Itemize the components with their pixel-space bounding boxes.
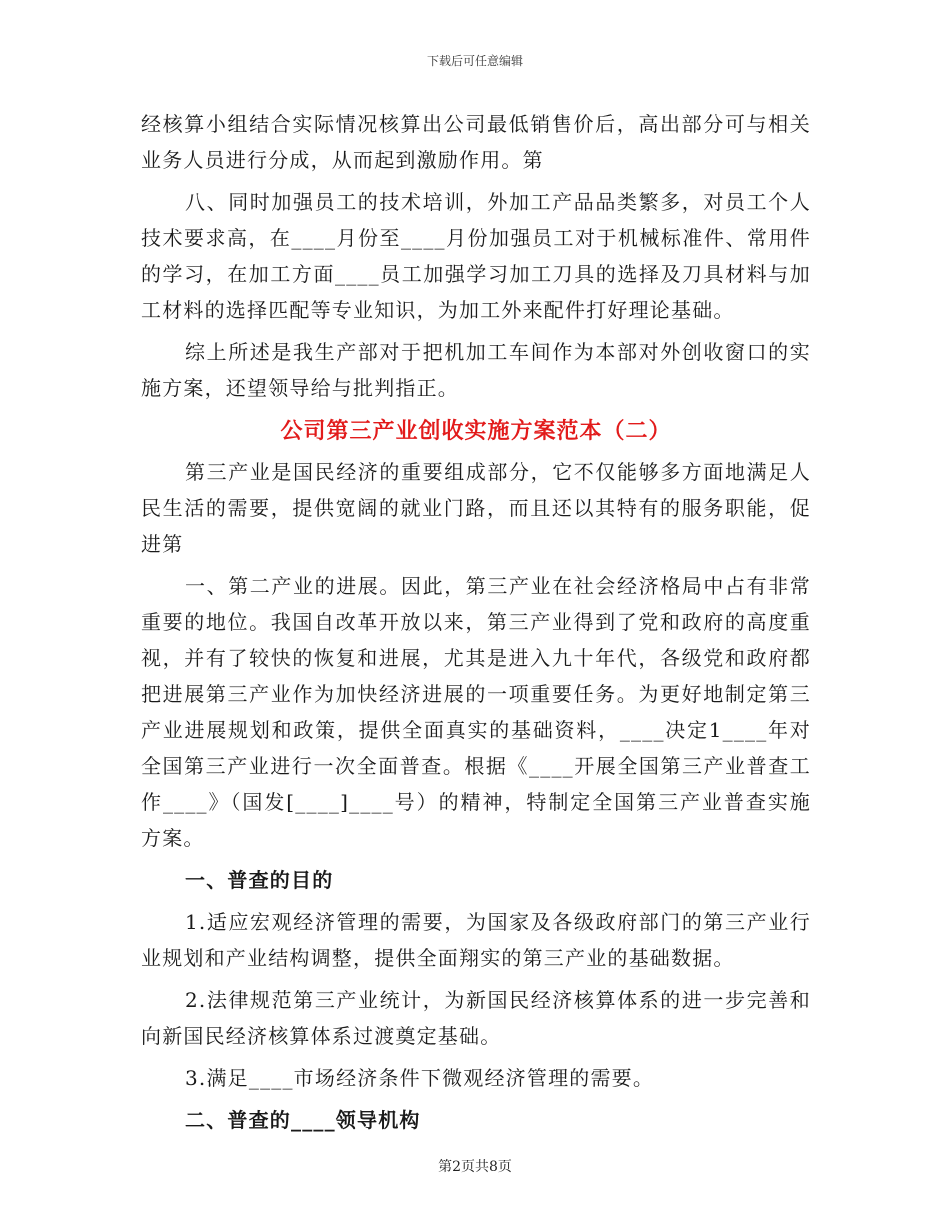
page-header: 下载后可任意编辑	[426, 54, 523, 68]
heading-purpose: 一、普查的目的	[185, 868, 334, 892]
list-item: 3.满足____市场经济条件下微观经济管理的需要。	[185, 1066, 655, 1090]
page-number: 第2页共8页	[438, 1159, 512, 1175]
paragraph: 第三产业是国民经济的重要组成部分，它不仅能够多方面地满足人民生活的需要，提供宽阔的就业门路，而且还以其特有的服务职能，促进第	[141, 460, 811, 556]
list-item: 1.适应宏观经济管理的需要，为国家及各级政府部门的第三产业行业规划和产业结构调整，提供全面翔实的第三产业的基础数据。	[141, 910, 811, 970]
paragraph: 一、第二产业的进展。因此，第三产业在社会经济格局中占有非常重要的地位。我国自改革开放以来，第三产业得到了党和政府的高度重视，并有了较快的恢复和进展，尤其是进入九十年代，各级党和政府都把进展第三产业作为加快经济进展的一项重要任务。为更好地制定第三产业进展规划和政策，提供全面真实的基础资料，____决定1____年对全国第三产业进行一次全面普查。根据《____开展全国第三产业普查工作____》（国发[____]____号）的精神，特制定全国第三产业普查实施方案。	[141, 574, 811, 850]
section-title: 公司第三产业创收实施方案范本（二）	[280, 418, 672, 444]
paragraph: 八、同时加强员工的技术培训，外加工产品品类繁多，对员工个人技术要求高，在____月份至____月份加强员工对于机械标准件、常用件的学习，在加工方面____员工加强学习加工刀具的选择及刀具材料与加工材料的选择匹配等专业知识，为加工外来配件打好理论基础。	[141, 190, 811, 322]
list-item: 2.法律规范第三产业统计，为新国民经济核算体系的进一步完善和向新国民经济核算体系过渡奠定基础。	[141, 988, 811, 1048]
heading-leadership: 二、普查的____领导机构	[185, 1108, 421, 1132]
paragraph: 经核算小组结合实际情况核算出公司最低销售价后，高出部分可与相关业务人员进行分成，从而起到激励作用。第	[141, 112, 811, 172]
document-body	[141, 106, 811, 1138]
paragraph: 综上所述是我生产部对于把机加工车间作为本部对外创收窗口的实施方案，还望领导给与批判指正。	[141, 340, 811, 400]
